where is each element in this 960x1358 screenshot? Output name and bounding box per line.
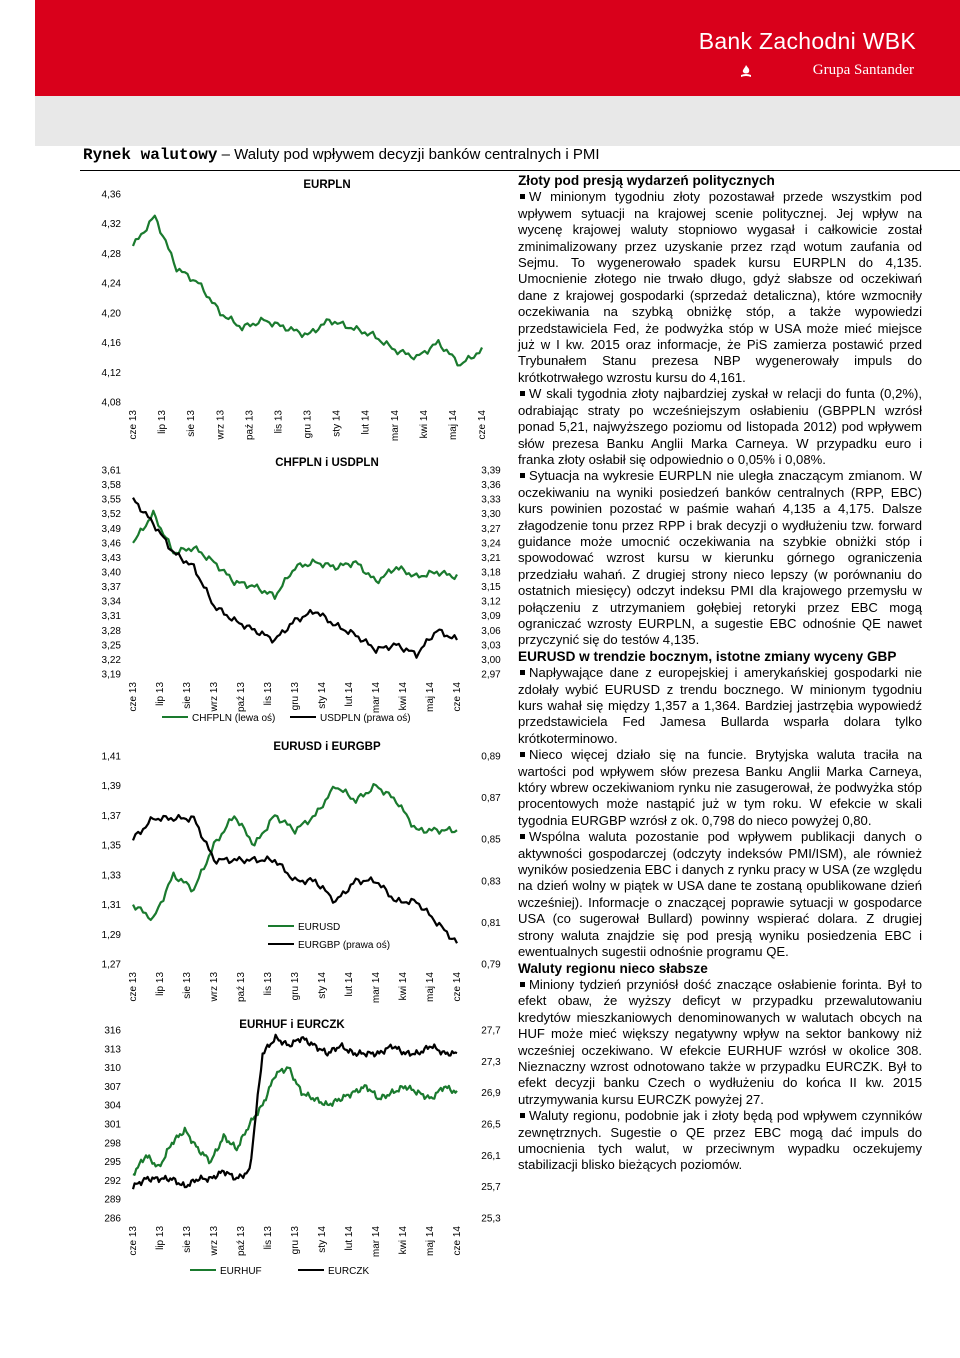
chart-title: EURHUF i EURCZK [239, 1019, 345, 1031]
y-tick-label: 3,52 [101, 509, 121, 521]
y2-tick-label: 0,89 [481, 751, 501, 763]
series-line [133, 1035, 457, 1189]
y-tick-label: 3,28 [101, 625, 121, 637]
paragraph-8: Waluty regionu, podobnie jak i złoty będą pod wpływem czynników zewnętrznych. Sugestie o QE przez EBC mogą dać impuls do umocnienia tych walut, w przeciwnym wypadku oczekujemy stabilizacji blisko bieżących poziomów. [518, 1108, 922, 1173]
chart-chfpln-usdpln-svg [80, 450, 510, 732]
x-tick-label: cze 13 [128, 410, 139, 440]
legend-label: EURGBP (prawa oś) [298, 940, 391, 951]
chart-eurhuf-eurczk-svg [80, 1010, 510, 1290]
x-tick-label: kwi 14 [398, 972, 409, 1001]
y2-tick-label: 0,83 [481, 876, 501, 888]
x-tick-label: mar 14 [371, 1226, 382, 1258]
y-tick-label: 316 [104, 1025, 121, 1037]
series-line [133, 511, 457, 599]
y-tick-label: 295 [104, 1157, 121, 1169]
x-tick-label: paź 13 [236, 972, 247, 1003]
x-tick-label: lip 13 [155, 1226, 166, 1250]
legend-label: CHFPLN (lewa oś) [192, 713, 276, 724]
y2-tick-label: 0,87 [481, 793, 501, 805]
x-tick-label: maj 14 [425, 682, 436, 713]
x-tick-label: maj 14 [447, 410, 459, 441]
x-tick-label: wrz 13 [209, 972, 220, 1002]
y-tick-label: 4,28 [101, 248, 121, 260]
x-tick-label: cze 14 [452, 972, 463, 1002]
y2-tick-label: 2,97 [481, 669, 501, 681]
y2-tick-label: 27,7 [481, 1025, 501, 1037]
y2-tick-label: 0,81 [481, 917, 501, 929]
y-tick-label: 3,49 [101, 523, 121, 535]
y-tick-label: 1,31 [101, 900, 121, 912]
y-tick-label: 292 [104, 1175, 121, 1187]
y2-tick-label: 3,30 [481, 509, 501, 521]
x-tick-label: mar 14 [371, 682, 382, 714]
y-tick-label: 307 [104, 1081, 121, 1093]
series-line [133, 1067, 457, 1174]
y-tick-label: 4,20 [101, 308, 121, 320]
chart-eurusd-eurgbp-svg [80, 734, 510, 1004]
y2-tick-label: 3,36 [481, 480, 501, 492]
chart-eurhuf-eurczk [80, 1010, 510, 1290]
y2-tick-label: 3,27 [481, 523, 501, 535]
x-tick-label: mar 14 [389, 410, 401, 442]
x-tick-label: kwi 14 [398, 1226, 409, 1255]
y2-tick-label: 26,1 [481, 1150, 501, 1162]
header-band [35, 96, 960, 146]
y-tick-label: 304 [104, 1100, 121, 1112]
x-tick-label: lut 14 [360, 410, 372, 435]
x-tick-label: paź 13 [244, 410, 256, 441]
section-title-bold: Rynek walutowy [83, 146, 218, 164]
y-tick-label: 1,33 [101, 870, 121, 882]
y-tick-label: 3,19 [101, 669, 121, 681]
y-tick-label: 1,37 [101, 810, 121, 822]
x-tick-label: paź 13 [236, 1226, 247, 1257]
x-tick-label: sty 14 [317, 972, 328, 999]
y2-tick-label: 3,33 [481, 494, 501, 506]
y-tick-label: 3,31 [101, 611, 121, 623]
y2-tick-label: 3,12 [481, 596, 501, 608]
series-line [133, 216, 482, 366]
heading-eurusd: EURUSD w trendzie bocznym, istotne zmiany wyceny GBP [518, 648, 897, 664]
santander-flame-icon [739, 64, 753, 78]
y-tick-label: 313 [104, 1044, 121, 1056]
legend-label: EURUSD [298, 922, 341, 933]
y-tick-label: 1,29 [101, 929, 121, 941]
y2-tick-label: 3,24 [481, 538, 501, 550]
x-tick-label: cze 14 [452, 682, 463, 712]
chart-title: CHFPLN i USDPLN [275, 457, 379, 469]
x-tick-label: lis 13 [263, 682, 274, 706]
group-name: Grupa Santander [812, 62, 914, 78]
x-tick-label: maj 14 [425, 972, 436, 1003]
x-tick-label: lip 13 [157, 410, 169, 434]
paragraph-2: W skali tygodnia złoty najbardziej zyskał w relacji do funta (0,2%), odrabiając straty po wcześniejszym osłabieniu (GBPPLN wzrósł ponad 5,21, najwyższego poziomu od listopada 2012) pod wpływem słów prezesa Banku Anglii Marka Carneya. W przypadku euro i franka złoty osłabił się odpowiednio o 0,05% i 0,08%. [518, 386, 922, 467]
x-tick-label: sie 13 [182, 972, 193, 999]
y2-tick-label: 25,3 [481, 1213, 501, 1225]
x-tick-label: lut 14 [344, 1226, 355, 1251]
y-tick-label: 3,58 [101, 480, 121, 492]
y2-tick-label: 25,7 [481, 1182, 501, 1194]
legend-label: USDPLN (prawa oś) [320, 713, 411, 724]
x-tick-label: lis 13 [263, 972, 274, 996]
x-tick-label: sty 14 [317, 1226, 328, 1253]
x-tick-label: sty 14 [331, 410, 343, 437]
x-tick-label: lut 14 [344, 972, 355, 997]
heading-region: Waluty regionu nieco słabsze [518, 960, 708, 976]
legend-label: EURCZK [328, 1266, 370, 1277]
bank-name: Bank Zachodni WBK [698, 28, 916, 54]
y-tick-label: 286 [104, 1213, 121, 1225]
y2-tick-label: 3,21 [481, 552, 501, 564]
y-tick-label: 1,41 [101, 751, 121, 763]
y-tick-label: 301 [104, 1119, 121, 1131]
y-tick-label: 4,12 [101, 367, 121, 379]
x-tick-label: sie 13 [186, 410, 198, 437]
y-tick-label: 3,40 [101, 567, 121, 579]
x-tick-label: wrz 13 [209, 682, 220, 712]
y-tick-label: 4,16 [101, 338, 121, 350]
x-tick-label: mar 14 [371, 972, 382, 1004]
x-tick-label: kwi 14 [398, 682, 409, 711]
x-tick-label: wrz 13 [215, 410, 227, 440]
y-tick-label: 3,55 [101, 494, 121, 506]
y2-tick-label: 3,00 [481, 654, 501, 666]
x-tick-label: lip 13 [155, 972, 166, 996]
x-tick-label: maj 14 [425, 1226, 436, 1257]
x-tick-label: gru 13 [290, 1226, 301, 1255]
y-tick-label: 4,24 [101, 278, 121, 290]
x-tick-label: kwi 14 [418, 410, 430, 439]
heading-zloty: Złoty pod presją wydarzeń politycznych [518, 173, 775, 188]
y-tick-label: 1,27 [101, 959, 121, 971]
paragraph-5: Nieco więcej działo się na funcie. Brytyjska waluta traciła na wartości pod wpływem słów prezesa Banku Anglii Marka Carneya, który wbrew oczekiwaniom rynku nie zasugerował, że podwyżka stóp procentowych może nastąpić już w tym roku. W efekcie w skali tygodnia EURGBP wzrósł z ok. 0,798 do nieco powyżej 0,80. [518, 747, 922, 828]
paragraph-4: Napływające dane z europejskiej i amerykańskiej gospodarki nie zdołały wybić EURUSD z trendu bocznego. W minionym tygodniu kurs wahał się między 1,357 a 1,364. Bardziej jastrzębia wypowiedź przedstawiciela Fed Jamesa Bullarda wsparła dolara tylko krótkoterminowo. [518, 665, 922, 746]
y-tick-label: 3,61 [101, 465, 121, 477]
chart-eurpln [80, 172, 510, 447]
x-tick-label: sie 13 [182, 1226, 193, 1253]
y2-tick-label: 3,15 [481, 582, 501, 594]
paragraph-6: Wspólna waluta pozostanie pod wpływem publikacji danych o aktywności gospodarczej (odczyty indeksów PMI/ISM), ale również wyników posiedzenia EBC i danych z rynku pracy w USA (ze względu na dzień wolny w piątek w USA dane te zostaną opublikowane dzień wcześniej). Informacje o znaczącej poprawie sytuacji w gospodarce USA (co sugerował Bullard) powinny wspierać dolara. Z drugiej strony waluta znajdzie się pod presją wyniku posiedzenia EBC i ewentualnych sugestii odnośnie programu QE. [518, 829, 922, 960]
chart-chfpln-usdpln [80, 450, 510, 732]
y2-tick-label: 26,5 [481, 1119, 501, 1131]
x-tick-label: cze 14 [477, 410, 488, 440]
series-line [133, 498, 457, 658]
paragraph-1: W minionym tygodniu złoty pozostawał przede wszystkim pod wpływem sytuacji na krajowej scenie politycznej. Jej wpływ na wycenę krajowej waluty stopniowo wygasał i całkowicie został zminimalizowany przez uzyskanie przez rząd wotum zaufania od Sejmu. To wygenerowało spadek kursu EURPLN do 4,135. Umocnienie złotego nie trwało długo, gdyż słabsze od oczekiwań dane z krajowej gospodarki (sprzedaż detaliczna), które wzmocniły oczekiwania na szybką obniżkę stóp, a także wypowiedzi przedstawiciela Fed, że podwyżka stóp w USA może mieć miejsce już w I kw. 2015 oraz informacje, że PiS zamierza postawić przed Trybunałem Stanu prezesa NBP wygenerowały impuls do krótkotrwałego wzrostu kursu do 4,161. [518, 189, 922, 385]
y-tick-label: 3,46 [101, 538, 121, 550]
x-tick-label: gru 13 [290, 972, 301, 1001]
x-tick-label: cze 13 [128, 972, 139, 1002]
x-tick-label: lut 14 [344, 682, 355, 707]
y2-tick-label: 26,9 [481, 1088, 501, 1100]
y-tick-label: 1,35 [101, 840, 121, 852]
x-tick-label: gru 13 [302, 410, 314, 439]
y2-tick-label: 0,79 [481, 959, 501, 971]
y-tick-label: 289 [104, 1194, 121, 1206]
y2-tick-label: 3,18 [481, 567, 501, 579]
section-title-rest: – Waluty pod wpływem decyzji banków centralnych i PMI [217, 146, 600, 163]
x-tick-label: lis 13 [273, 410, 285, 434]
y-tick-label: 3,25 [101, 640, 121, 652]
y-tick-label: 4,36 [101, 189, 121, 201]
legend-label: EURHUF [220, 1266, 262, 1277]
y2-tick-label: 3,03 [481, 640, 501, 652]
x-tick-label: cze 13 [128, 682, 139, 712]
section-title [83, 146, 600, 164]
x-tick-label: sty 14 [317, 682, 328, 709]
y-tick-label: 298 [104, 1138, 121, 1150]
y-tick-label: 3,34 [101, 596, 121, 608]
y-tick-label: 4,08 [101, 397, 121, 409]
x-tick-label: lis 13 [263, 1226, 274, 1250]
x-tick-label: gru 13 [290, 682, 301, 711]
x-tick-label: cze 14 [452, 1226, 463, 1256]
chart-title: EURUSD i EURGBP [273, 741, 381, 753]
x-tick-label: paź 13 [236, 682, 247, 713]
y2-tick-label: 3,06 [481, 625, 501, 637]
section-rule [80, 170, 960, 171]
y2-tick-label: 27,3 [481, 1056, 501, 1068]
chart-eurusd-eurgbp [80, 734, 510, 1004]
y-tick-label: 4,32 [101, 219, 121, 231]
y2-tick-label: 3,09 [481, 611, 501, 623]
series-line [133, 784, 457, 920]
y-tick-label: 3,22 [101, 654, 121, 666]
y-tick-label: 1,39 [101, 781, 121, 793]
y-tick-label: 310 [104, 1063, 121, 1075]
y-tick-label: 3,37 [101, 582, 121, 594]
article [518, 173, 922, 1174]
x-tick-label: lip 13 [155, 682, 166, 706]
paragraph-3: Sytuacja na wykresie EURPLN nie uległa znaczącym zmianom. W oczekiwaniu na wyniki posiedzeń banków centralnych (RPP, EBC) kurs powinien pozostać w paśmie wahań 4,135 a 4,175. Dalsze złagodzenie tonu przez RPP i brak decyzji o wydłużeniu tzw. forward guidance może umocnić oczekiwania na szybkie obniżki stóp i spowodować wzrost kursu w kierunku górnego ograniczenia przedziału wahań. Z drugiej strony nieco lepszy (w porównaniu do ostatnich miesięcy) odczyt indeksu PMI dla krajowego przemysłu w połączeniu z utrzymaniem gołębiej retoryki przez EBC mogą ograniczać wzrosty EURPLN, a sugestie EBC odnośnie QE nawet przyczynić się do testów 4,135. [518, 468, 922, 648]
y2-tick-label: 3,39 [481, 465, 501, 477]
chart-eurpln-svg [80, 172, 510, 447]
x-tick-label: cze 13 [128, 1226, 139, 1256]
x-tick-label: wrz 13 [209, 1226, 220, 1256]
paragraph-7: Miniony tydzień przyniósł dość znaczące osłabienie forinta. Był to efekt obaw, że wyższy deficyt w przypadku przewalutowaniu kredytów mieszkaniowych denominowanych w walutach obcych na HUF może mieć większy negatywny wpływ na sektor bankowy niż wcześniej oczekiwano. W efekcie EURHUF wzrósł w okolice 308. Nieznaczny wzrost odnotowano także w przypadku EURCZK. Był to efekt decyzji banku Czech o wydłużeniu do końca II kw. 2015 utrzymywania kursu EURCZK powyżej 27. [518, 976, 922, 1107]
y-tick-label: 3,43 [101, 552, 121, 564]
brand-banner [35, 0, 960, 96]
y2-tick-label: 0,85 [481, 834, 501, 846]
chart-title: EURPLN [303, 179, 351, 191]
x-tick-label: sie 13 [182, 682, 193, 709]
